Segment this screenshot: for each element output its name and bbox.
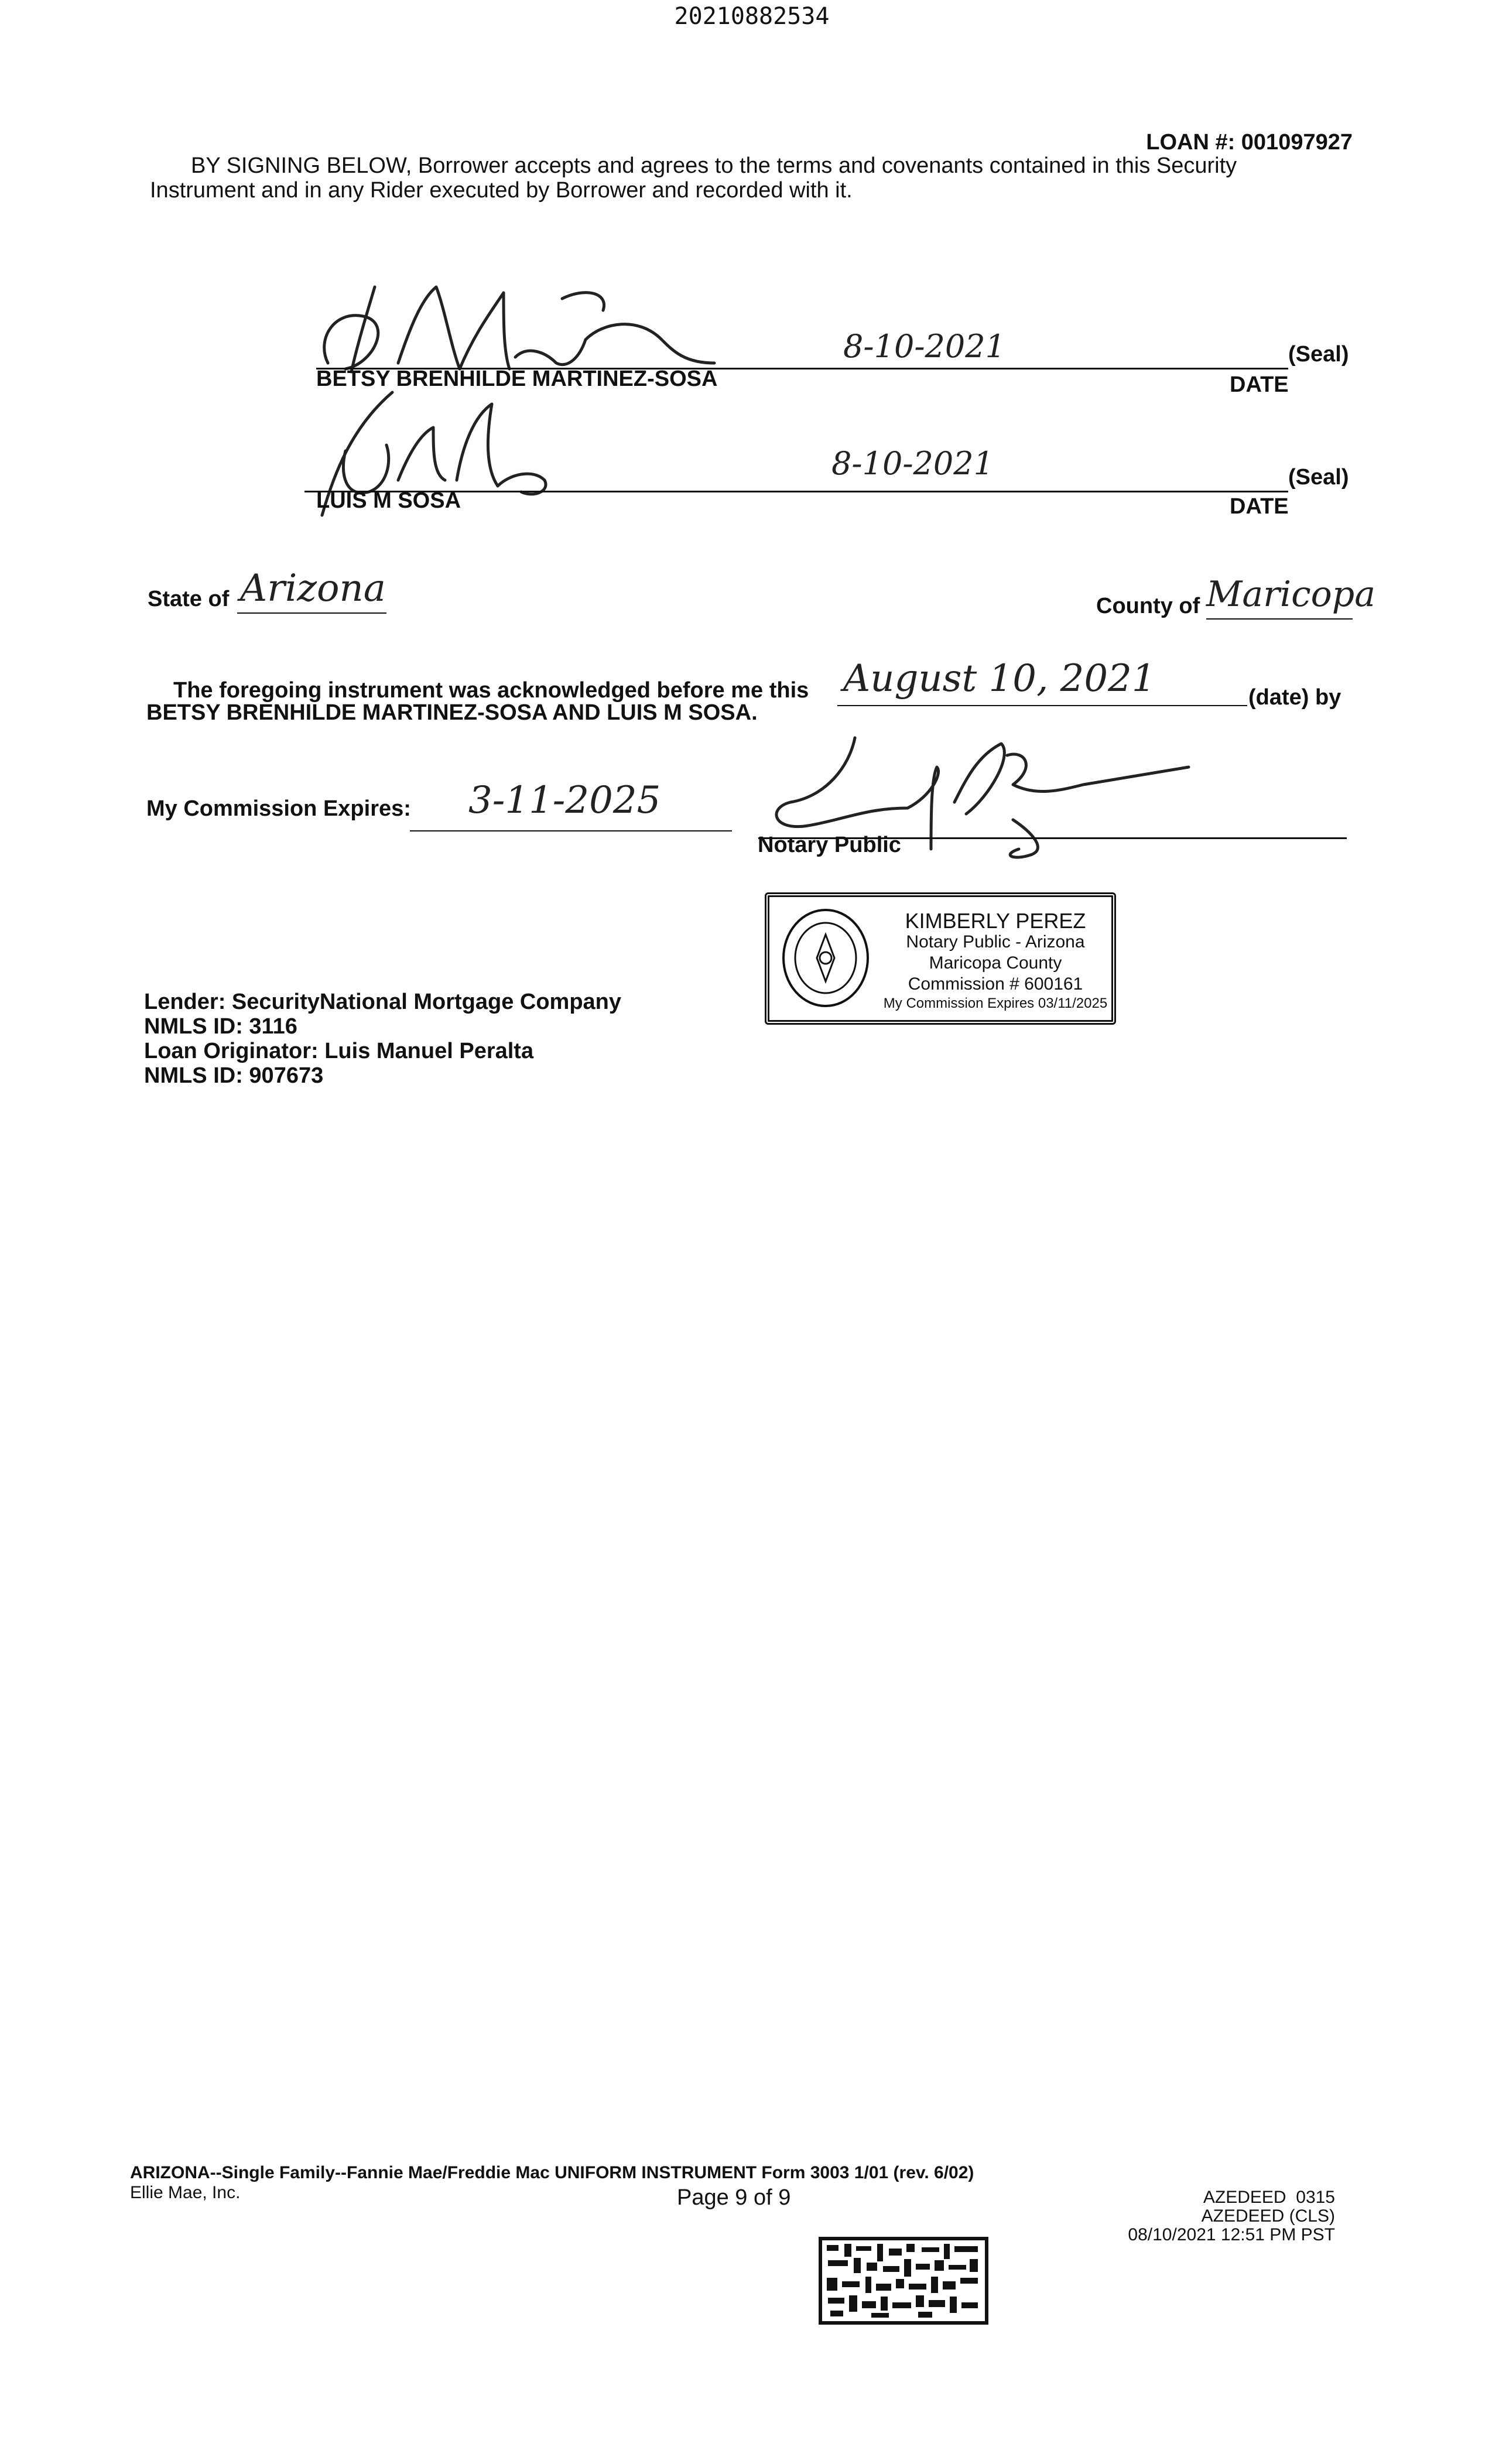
barcode-icon [819,2237,988,2325]
intro-line-1: BY SIGNING BELOW, Borrower accepts and agrees to the terms and covenants contained in this Security [191,153,1237,178]
stamp-county: Maricopa County [929,953,1062,973]
lender-line-1: Lender: SecurityNational Mortgage Company [144,990,622,1014]
acknowledgment-date-line [837,705,1247,706]
document-number: 20210882534 [674,3,830,30]
borrower-1-signature [310,275,732,381]
footer-timestamp: 08/10/2021 12:51 PM PST [1128,2225,1335,2244]
notary-seal-icon [779,905,872,1011]
footer-code-1: AZEDEED 0315 [1203,2188,1335,2207]
commission-line [410,830,732,831]
lender-line-2: NMLS ID: 3116 [144,1014,297,1039]
borrower-1-seal-label: (Seal) [1288,342,1349,367]
borrower-2-name: LUIS M SOSA [316,488,461,513]
stamp-title: Notary Public - Arizona [906,932,1085,952]
stamp-name: KIMBERLY PEREZ [905,909,1086,933]
state-value-handwritten: Arizona [240,567,386,610]
lender-line-3: Loan Originator: Luis Manuel Peralta [144,1039,534,1063]
footer-form: ARIZONA--Single Family--Fannie Mae/Freddie Mac UNIFORM INSTRUMENT Form 3003 1/01 (rev. 6/02) [130,2163,974,2182]
notary-public-label: Notary Public [758,833,901,857]
state-label: State of [148,587,230,611]
acknowledgment-suffix: (date) by [1248,685,1341,710]
county-label: County of [1096,594,1200,618]
borrower-1-name: BETSY BRENHILDE MARTINEZ-SOSA [316,367,718,391]
county-value-handwritten: Maricopa [1206,574,1375,615]
acknowledgment-text: The foregoing instrument was acknowledged before me this [173,678,809,703]
acknowledgment-parties: BETSY BRENHILDE MARTINEZ-SOSA AND LUIS M SOSA. [146,700,758,725]
borrower-1-date-handwritten: 8-10-2021 [843,328,1005,365]
footer-page: Page 9 of 9 [677,2185,791,2210]
borrower-2-date-handwritten: 8-10-2021 [831,445,994,482]
county-line [1206,618,1353,620]
commission-label: My Commission Expires: [146,796,411,821]
borrower-2-seal-label: (Seal) [1288,465,1349,490]
footer-vendor: Ellie Mae, Inc. [130,2183,241,2202]
intro-line-2: Instrument and in any Rider executed by Borrower and recorded with it. [150,178,853,203]
borrower-2-date-label: DATE [1230,494,1289,519]
acknowledgment-date-handwritten: August 10, 2021 [843,657,1156,700]
state-line [237,612,386,614]
borrower-1-date-label: DATE [1230,372,1289,397]
stamp-expires: My Commission Expires 03/11/2025 [883,995,1108,1011]
loan-number: LOAN #: 001097927 [1146,130,1353,155]
stamp-commission: Commission # 600161 [908,974,1083,994]
footer-code-2: AZEDEED (CLS) [1201,2206,1335,2226]
lender-line-4: NMLS ID: 907673 [144,1063,324,1088]
commission-value-handwritten: 3-11-2025 [468,779,661,822]
